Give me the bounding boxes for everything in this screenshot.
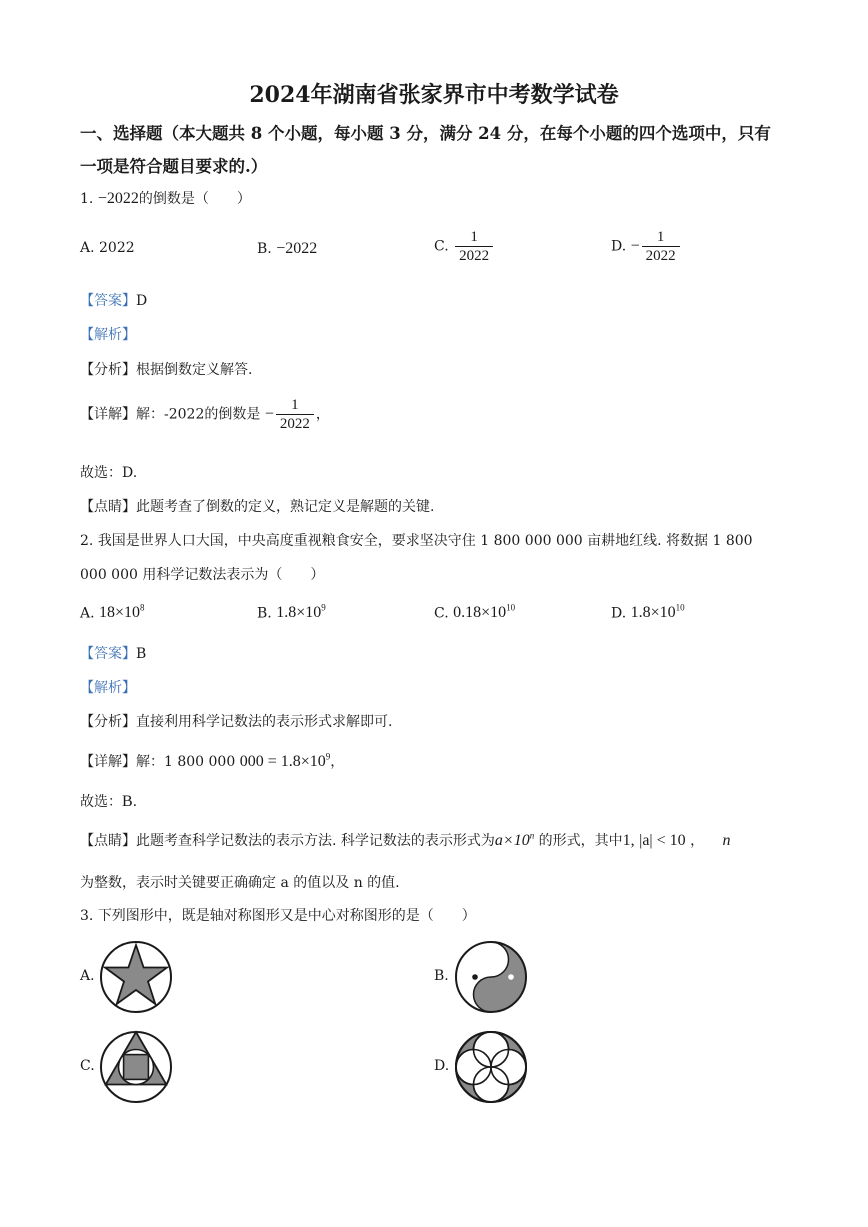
answer-value: B bbox=[136, 646, 147, 662]
fraction bbox=[642, 228, 680, 265]
numerator: 1 bbox=[291, 397, 299, 413]
conclusion-text: 故选： bbox=[80, 794, 122, 810]
option-label: A. bbox=[80, 240, 95, 256]
q3-option-a-label: A. bbox=[80, 968, 95, 984]
q1-fenxi bbox=[80, 359, 252, 379]
option-value bbox=[631, 604, 685, 621]
comment-math2: 1, bbox=[622, 832, 635, 849]
q2-comment-line2: 为整数，表示时关键要正确确定 a 的值以及 n 的值. bbox=[80, 875, 400, 891]
option-value bbox=[99, 604, 145, 621]
comment-tag: 【点睛】 bbox=[80, 833, 136, 849]
q2-fenxi bbox=[80, 711, 392, 731]
numerator: 1 bbox=[656, 229, 665, 245]
conclusion-value: B bbox=[122, 793, 133, 810]
question-number: 3. bbox=[80, 908, 94, 924]
comment-tag: 【点睛】 bbox=[80, 499, 136, 515]
comment-mid: 的形式，其中 bbox=[538, 833, 623, 849]
option-value bbox=[276, 604, 326, 621]
q2-analysis-tag: 【解析】 bbox=[80, 680, 136, 696]
question-2-stem-line1 bbox=[80, 530, 753, 550]
base: a×10 bbox=[494, 832, 530, 849]
q1-option-b bbox=[257, 240, 317, 258]
q2-option-d bbox=[611, 603, 685, 622]
fenxi-tag: 【分析】 bbox=[80, 362, 136, 378]
answer-tag: 【答案】 bbox=[80, 293, 136, 309]
base: 18×10 bbox=[99, 604, 141, 622]
q3-option-b-label: B. bbox=[434, 968, 449, 984]
comment-math bbox=[495, 832, 534, 849]
comment-text: 此题考查了倒数的定义，熟记定义是解题的关键. bbox=[136, 499, 435, 515]
stem-text: 的倒数是（ ） bbox=[138, 191, 251, 207]
q3-option-c-label: C. bbox=[80, 1058, 95, 1074]
denominator: 2022 bbox=[276, 414, 314, 433]
comment-text: 此题考查科学记数法的表示方法. 科学记数法的表示形式为 bbox=[136, 833, 495, 849]
math-value: −2022 bbox=[97, 190, 139, 207]
yin-yang-icon bbox=[453, 939, 529, 1015]
q2-option-c bbox=[434, 603, 515, 622]
fenxi-tag: 【分析】 bbox=[80, 714, 136, 730]
q1-answer bbox=[80, 290, 147, 310]
star-in-circle-icon bbox=[98, 939, 174, 1015]
question-1-stem bbox=[80, 188, 251, 208]
exponent: n bbox=[529, 830, 535, 841]
question-number: 1. bbox=[80, 191, 94, 207]
page-title: 2024年湖南省张家界市中考数学试卷 bbox=[249, 82, 619, 108]
option-label: B. bbox=[257, 241, 272, 257]
exponent: 9 bbox=[325, 751, 331, 762]
question-3-stem bbox=[80, 905, 476, 925]
option-label: C. bbox=[434, 238, 449, 255]
minus-sign: − bbox=[630, 237, 640, 255]
detail-tag: 【详解】 bbox=[80, 406, 136, 423]
q1-option-c bbox=[434, 228, 495, 265]
option-value bbox=[453, 604, 515, 621]
option-value: −2022 bbox=[276, 240, 318, 257]
exponent: 10 bbox=[506, 603, 516, 613]
q1-analysis-tag: 【解析】 bbox=[80, 327, 136, 343]
section-heading-line1: 一、选择题（本大题共 8 个小题，每小题 3 分，满分 24 分，在每个小题的四个选项中，只有 bbox=[80, 124, 771, 143]
detail-math bbox=[240, 753, 331, 770]
base: 1.8×10 bbox=[630, 604, 676, 622]
section-heading-line2: 一项是符合题目要求的.） bbox=[80, 157, 268, 176]
option-label: A. bbox=[80, 605, 95, 622]
q2-detail bbox=[80, 751, 344, 771]
q3-option-d-label: D. bbox=[434, 1058, 450, 1074]
separator: ， bbox=[690, 833, 705, 849]
detail-post: ， bbox=[330, 754, 345, 770]
abs-inequality: |a| < 10 bbox=[639, 832, 686, 849]
exponent: 8 bbox=[140, 603, 145, 613]
four-petal-circle-icon bbox=[453, 1029, 529, 1105]
fenxi-text: 直接利用科学记数法的表示形式求解即可. bbox=[136, 714, 393, 730]
denominator: 2022 bbox=[455, 246, 493, 265]
denominator: 2022 bbox=[642, 246, 680, 265]
q2-answer bbox=[80, 643, 146, 663]
fraction bbox=[276, 396, 314, 433]
numerator: 1 bbox=[470, 229, 478, 245]
q1-option-d bbox=[611, 228, 682, 265]
q1-option-a bbox=[80, 240, 135, 256]
exponent: 9 bbox=[321, 603, 326, 613]
conclusion-post: . bbox=[132, 794, 138, 810]
option-label: D. bbox=[611, 605, 627, 622]
base: 0.18×10 bbox=[453, 604, 507, 622]
q2-option-b bbox=[257, 603, 326, 622]
q2-option-a bbox=[80, 603, 145, 622]
question-number: 2. bbox=[80, 533, 94, 549]
answer-value: D bbox=[136, 293, 148, 309]
option-value: 2022 bbox=[99, 240, 135, 256]
answer-tag: 【答案】 bbox=[80, 646, 136, 662]
option-label: C. bbox=[434, 605, 449, 622]
option-label: D. bbox=[611, 238, 627, 255]
fenxi-text: 根据倒数定义解答. bbox=[136, 362, 253, 378]
detail-text: 解：1 800 000 bbox=[136, 754, 236, 770]
detail-text: 解：-2022的倒数是 bbox=[136, 406, 261, 423]
minus-sign: − bbox=[264, 405, 274, 423]
detail-post: ， bbox=[315, 406, 330, 423]
question-2-stem-line2: 000 000 用科学记数法表示为（ ） bbox=[80, 567, 325, 583]
q2-comment-line1 bbox=[80, 830, 731, 850]
triangle-square-circle-icon bbox=[98, 1029, 174, 1105]
q2-conclusion bbox=[80, 791, 137, 811]
variable-n: n bbox=[722, 832, 731, 849]
exponent: 10 bbox=[675, 603, 685, 613]
detail-tag: 【详解】 bbox=[80, 754, 136, 770]
base: 000 = 1.8×10 bbox=[239, 753, 326, 770]
q1-conclusion: 故选：D. bbox=[80, 465, 138, 481]
option-label: B. bbox=[257, 605, 272, 622]
fraction bbox=[455, 228, 493, 265]
stem-text: 我国是世界人口大国，中央高度重视粮食安全，要求坚决守住 1 800 000 000 亩耕地红线. 将数据 1 800 bbox=[97, 533, 753, 549]
stem-text: 下列图形中，既是轴对称图形又是中心对称图形的是（ ） bbox=[97, 908, 476, 924]
base: 1.8×10 bbox=[276, 604, 322, 622]
q1-detail bbox=[80, 396, 330, 433]
q1-comment bbox=[80, 496, 434, 516]
